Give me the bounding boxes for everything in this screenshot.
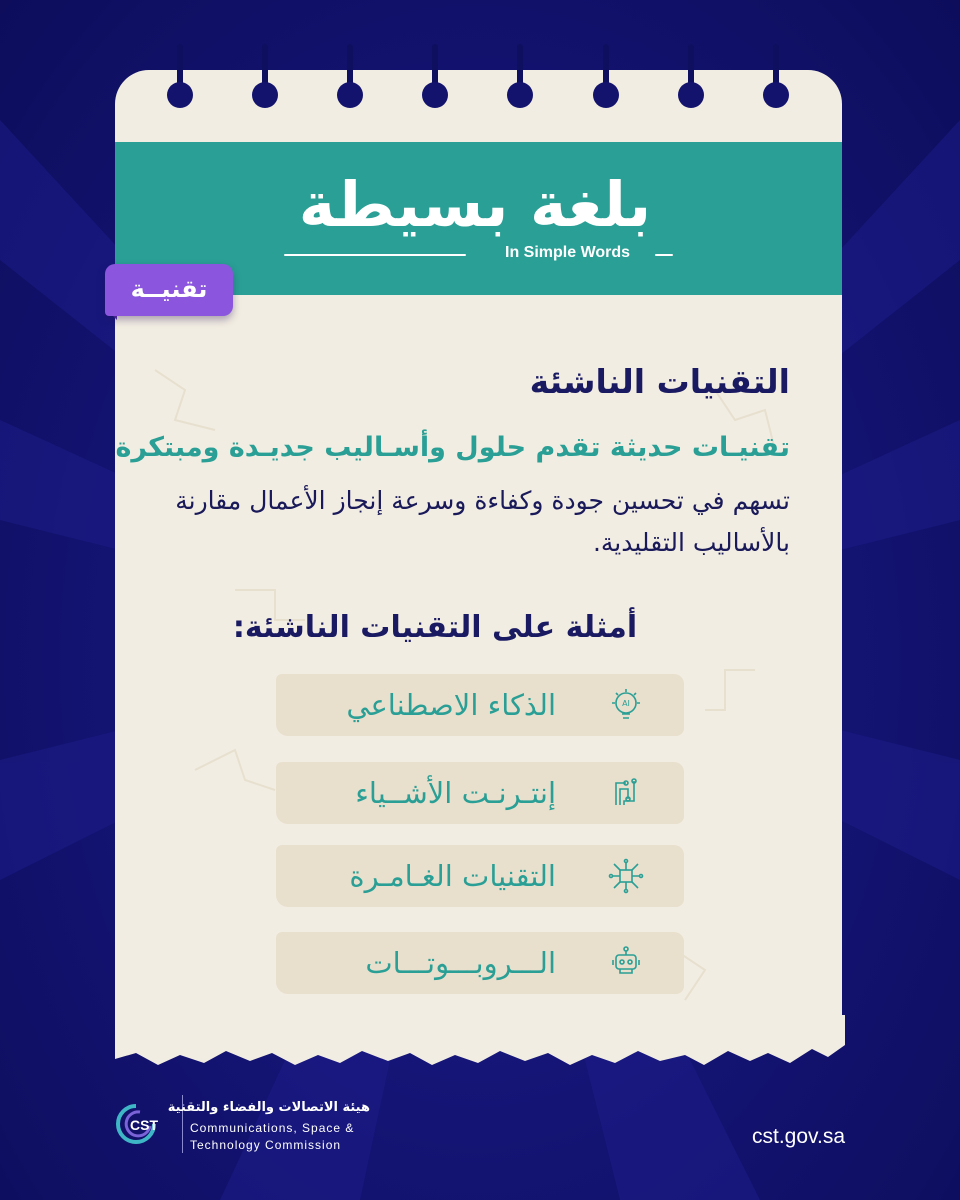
article-lead: تقنيـات حديثة تقدم حلول وأسـاليب جديـدة ومبتكرة bbox=[115, 432, 790, 463]
org-name-arabic: هيئة الاتصالات والفضاء والتقنية bbox=[167, 1100, 370, 1115]
list-item bbox=[276, 932, 684, 994]
binder-ring bbox=[252, 82, 278, 108]
website-link[interactable]: cst.gov.sa bbox=[752, 1125, 845, 1148]
ai-bulb-icon bbox=[608, 687, 644, 723]
chip-network-icon bbox=[608, 858, 644, 894]
series-logo-arabic: بلغة بسيطة bbox=[298, 168, 652, 241]
torn-paper-edge bbox=[100, 1015, 860, 1085]
category-tag: تقنيــة bbox=[105, 264, 233, 316]
svg-text:AI: AI bbox=[622, 699, 630, 708]
article-heading: التقنيات الناشئة bbox=[529, 362, 790, 401]
iot-circuit-icon bbox=[608, 775, 644, 811]
list-item-label: الـــروبـــوتـــات bbox=[365, 946, 556, 980]
cst-logo bbox=[114, 1100, 174, 1148]
org-name-english-line1: Communications, Space & bbox=[190, 1121, 355, 1135]
article-body: تسهم في تحسين جودة وكفاءة وسرعة إنجاز الأعمال مقارنة بالأساليب التقليدية. bbox=[175, 486, 790, 557]
list-item-label: الذكاء الاصطناعي bbox=[346, 688, 556, 722]
binder-ring bbox=[337, 82, 363, 108]
series-logo-english: In Simple Words bbox=[505, 244, 631, 261]
list-item-label: التقنيات الغـامـرة bbox=[349, 859, 556, 893]
svg-text:CST: CST bbox=[130, 1117, 158, 1133]
binder-ring bbox=[167, 82, 193, 108]
binder-ring bbox=[422, 82, 448, 108]
list-item bbox=[276, 674, 684, 736]
list-item bbox=[276, 762, 684, 824]
list-item-label: إنتـرنـت الأشــياء bbox=[355, 776, 556, 810]
org-name-english-line2: Technology Commission bbox=[190, 1138, 342, 1152]
binder-ring bbox=[678, 82, 704, 108]
binder-ring bbox=[507, 82, 533, 108]
robot-icon bbox=[608, 945, 644, 981]
binder-ring bbox=[763, 82, 789, 108]
binder-ring bbox=[593, 82, 619, 108]
list-item bbox=[276, 845, 684, 907]
examples-title: أمثلة على التقنيات الناشئة: bbox=[232, 610, 638, 645]
org-name-english bbox=[190, 1120, 354, 1154]
logo-underline-right bbox=[655, 254, 673, 256]
logo-underline-left bbox=[284, 254, 466, 256]
